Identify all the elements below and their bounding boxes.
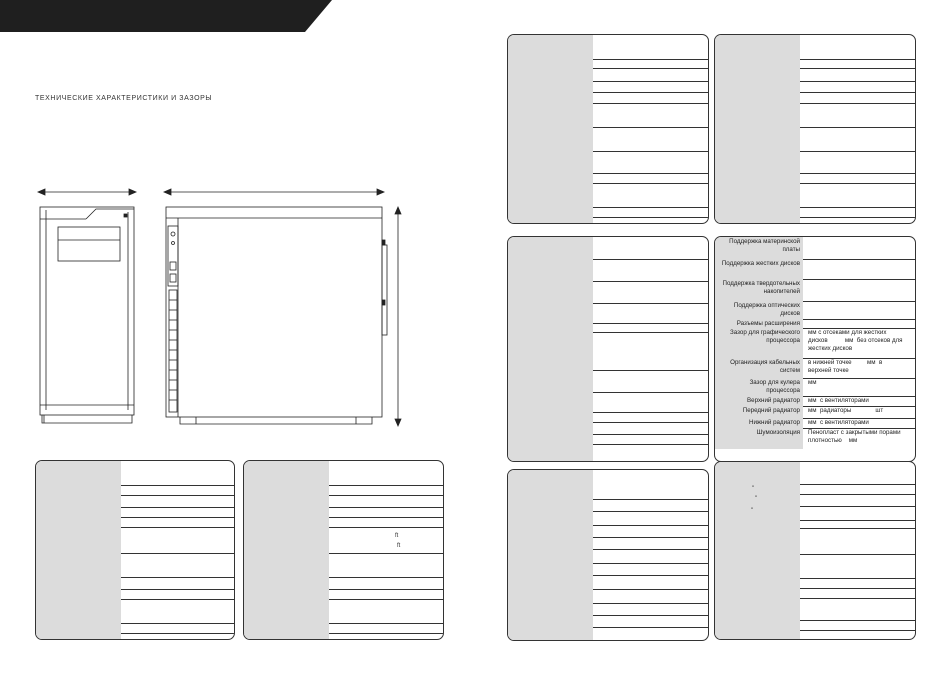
table-row [715,183,915,208]
row-value [803,418,915,428]
row-value-line: Пенопласт с закрытыми порами [808,429,901,436]
row-label [715,259,803,279]
table-row [36,527,234,554]
spec-table-2 [243,460,444,640]
table-row [36,553,234,578]
table-row [244,461,443,486]
row-label [715,328,803,358]
row-value [803,279,915,301]
row-value [803,259,915,279]
table-row [715,35,915,60]
table-row [715,528,915,555]
row-label [715,319,803,328]
table-row [244,633,443,640]
row-label-line: Поддержка материнской [729,238,800,245]
row-value-line: плотностью мм [808,437,858,444]
table-row [508,332,708,371]
table-row [508,103,708,128]
table-row [715,237,915,260]
row-label [715,418,803,428]
front-width-dimension-arrow [38,189,136,195]
row-label-line: Зазор для кулера [749,379,800,386]
table-row [715,103,915,128]
table-row [508,549,708,564]
row-value [803,328,915,358]
row-label-line: Разъемы расширения [736,320,800,327]
table-row [508,370,708,393]
table-row [508,151,708,174]
spec-table-1 [35,460,235,640]
case-side-view [166,207,387,424]
table-row [715,630,915,639]
table-row [508,259,708,282]
row-label-line: платы [782,246,800,253]
table-mark: " [751,508,754,514]
row-value-line: мм радиаторы шт [808,407,884,414]
table-row [508,183,708,208]
row-label-line: процессора [766,387,800,394]
spec-table-5 [507,236,709,462]
table-row [715,217,915,224]
table-mark: " [755,496,758,502]
table-row [244,553,443,578]
table-row [508,237,708,260]
table-row [715,328,915,359]
table-row [508,627,708,640]
table-row [36,599,234,624]
table-mark: ft [397,543,401,549]
row-label-line: Нижний радиатор [748,419,800,426]
row-label [715,406,803,418]
table-mark: ft [395,533,399,539]
row-label [715,396,803,406]
table-row [508,575,708,590]
table-row [715,378,915,397]
case-front-view [40,207,134,423]
row-value-line: дисков мм без отсеков для [808,337,903,344]
row-label-line: Верхний радиатор [747,397,800,404]
row-label-line: Передний радиатор [742,407,800,414]
row-label-line: накопителей [763,288,800,295]
table-row [715,279,915,302]
row-value-line: мм с вентиляторами [808,419,869,426]
row-label-line: систем [779,367,800,374]
spec-table-3 [507,34,709,224]
row-value [803,428,915,449]
row-value [803,358,915,378]
table-row [508,217,708,224]
table-row [715,127,915,152]
row-label [715,358,803,378]
table-row [508,392,708,413]
spec-table-4 [714,34,916,224]
case-dimension-drawing [0,0,470,440]
table-mark: " [752,486,755,492]
row-label [715,428,803,449]
table-row [244,527,443,554]
table-row [715,151,915,174]
row-value-line: верхней точке [808,367,849,374]
table-row [508,35,708,60]
table-row [715,598,915,621]
table-row [244,599,443,624]
table-row [508,303,708,324]
row-value-line: мм [808,379,817,386]
side-depth-dimension-arrow [164,189,384,195]
spec-table-7 [507,469,709,641]
table-row [508,589,708,604]
section-title: ТЕХНИЧЕСКИЕ ХАРАКТЕРИСТИКИ И ЗАЗОРЫ [35,95,213,102]
table-row [508,68,708,82]
row-label [715,378,803,396]
row-value-line: мм с вентиляторами [808,397,869,404]
row-label-line: Поддержка твердотельных [722,280,800,287]
row-value-line: жестких дисков [808,345,853,352]
table-row [36,461,234,486]
table-row [715,358,915,379]
row-value [803,378,915,396]
table-row [715,68,915,82]
table-row [36,633,234,640]
spec-table-detail [714,236,916,462]
table-row [508,281,708,304]
spec-table-8 [714,461,916,640]
table-row [715,554,915,579]
row-label-line: Поддержка жестких дисков [721,260,800,267]
table-row [715,301,915,320]
row-label-line: Шумоизоляция [756,429,800,436]
row-label-line: дисков [780,310,800,317]
row-label-line: Зазор для графического [730,329,800,336]
table-row [715,428,915,449]
row-value [803,396,915,406]
row-label-line: Поддержка оптических [733,302,800,309]
row-value-line: в нижней точке мм в [808,359,883,366]
table-row [508,511,708,526]
row-value-line: мм с отсеками для жестких [808,329,887,336]
table-row [715,506,915,521]
table-row [508,127,708,152]
row-label [715,301,803,319]
row-value [803,319,915,328]
table-row [715,462,915,485]
row-label [715,237,803,259]
row-value [803,406,915,418]
row-label-line: Организация кабельных [730,359,800,366]
table-row [508,470,708,500]
table-row [508,444,708,461]
height-dimension-arrow [395,207,401,426]
row-label-line: процессора [766,337,800,344]
row-label [715,279,803,301]
row-value [803,237,915,259]
row-value [803,301,915,319]
table-row [715,259,915,280]
